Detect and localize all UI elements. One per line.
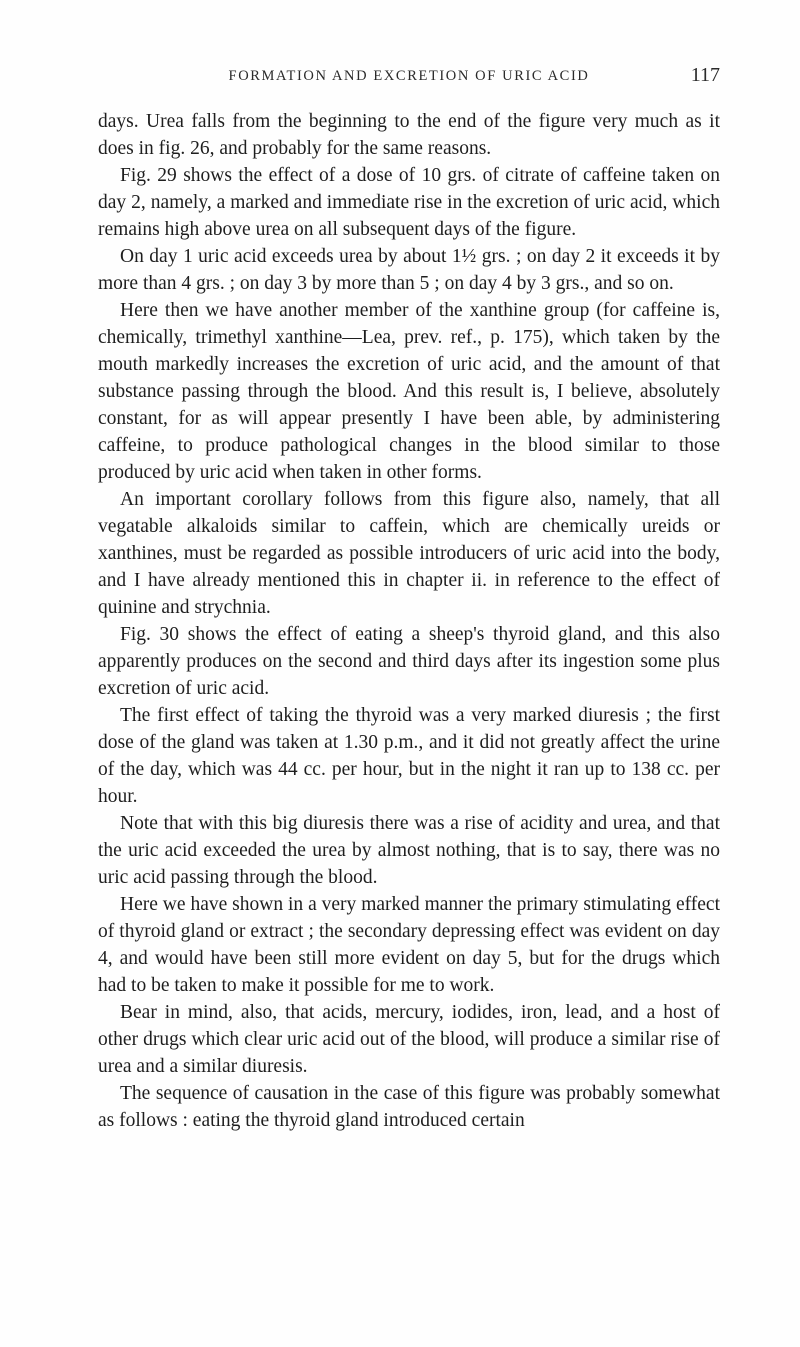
- running-header: [98, 64, 720, 94]
- paragraph-acidity-note: Note that with this big diuresis there was a rise of acidity and urea, and that the uric acid exceeded the urea by almost nothing, that is to say, there was no uric acid passing through the blood.: [98, 813, 720, 888]
- paragraph-daily-excess: On day 1 uric acid exceeds urea by about 1½ grs. ; on day 2 it exceeds it by more than 4 grs. ; on day 3 by more than 5 ; on day 4 by 3 grs., and so on.: [98, 246, 720, 294]
- page-number: 117: [690, 64, 720, 86]
- paragraph-diuresis: The first effect of taking the thyroid was a very marked diuresis ; the first dose of the gland was taken at 1.30 p.m., and it did not greatly affect the urine of the day, which was 44 cc. per hour, but in the night it ran up to 138 cc. per hour.: [98, 705, 720, 807]
- paragraph-corollary: An important corollary follows from this figure also, namely, that all vegatable alkaloids similar to caffein, which are chemically ureids or xanthines, must be regarded as possible introducers of uric acid into the body, and I have already mentioned this in chapter ii. in reference to the effect of quinine and strychnia.: [98, 489, 720, 618]
- body-text: [98, 108, 720, 1134]
- paragraph-continuation: days. Urea falls from the beginning to the end of the figure very much as it does in fig. 26, and probably for the same reasons.: [98, 111, 720, 159]
- paragraph-xanthine-group: Here then we have another member of the xanthine group (for caffeine is, chemically, trimethyl xanthine—Lea, prev. ref., p. 175), which taken by the mouth markedly increases the excretion of uric acid, and the amount of that substance passing through the blood. And this result is, I believe, absolutely constant, for as will appear presently I have been able, by administering caffeine, to produce pathological changes in the blood similar to those produced by uric acid when taken in other forms.: [98, 300, 720, 483]
- paragraph-fig-29: Fig. 29 shows the effect of a dose of 10 grs. of citrate of caffeine taken on day 2, namely, a marked and immediate rise in the excretion of uric acid, which remains high above urea on all subsequent days of the figure.: [98, 165, 720, 240]
- chapter-running-title: FORMATION AND EXCRETION OF URIC ACID: [228, 68, 590, 84]
- paragraph-fig-30: Fig. 30 shows the effect of eating a sheep's thyroid gland, and this also apparently produces on the second and third days after its ingestion some plus excretion of uric acid.: [98, 624, 720, 699]
- paragraph-sequence: The sequence of causation in the case of this figure was probably somewhat as follows : eating the thyroid gland introduced certain: [98, 1083, 720, 1131]
- paragraph-drugs: Bear in mind, also, that acids, mercury, iodides, iron, lead, and a host of other drugs which clear uric acid out of the blood, will produce a similar rise of urea and a similar diuresis.: [98, 1002, 720, 1077]
- paragraph-thyroid-effect: Here we have shown in a very marked manner the primary stimulating effect of thyroid gland or extract ; the secondary depressing effect was evident on day 4, and would have been still more evident on day 5, but for the drugs which had to be taken to make it possible for me to work.: [98, 894, 720, 996]
